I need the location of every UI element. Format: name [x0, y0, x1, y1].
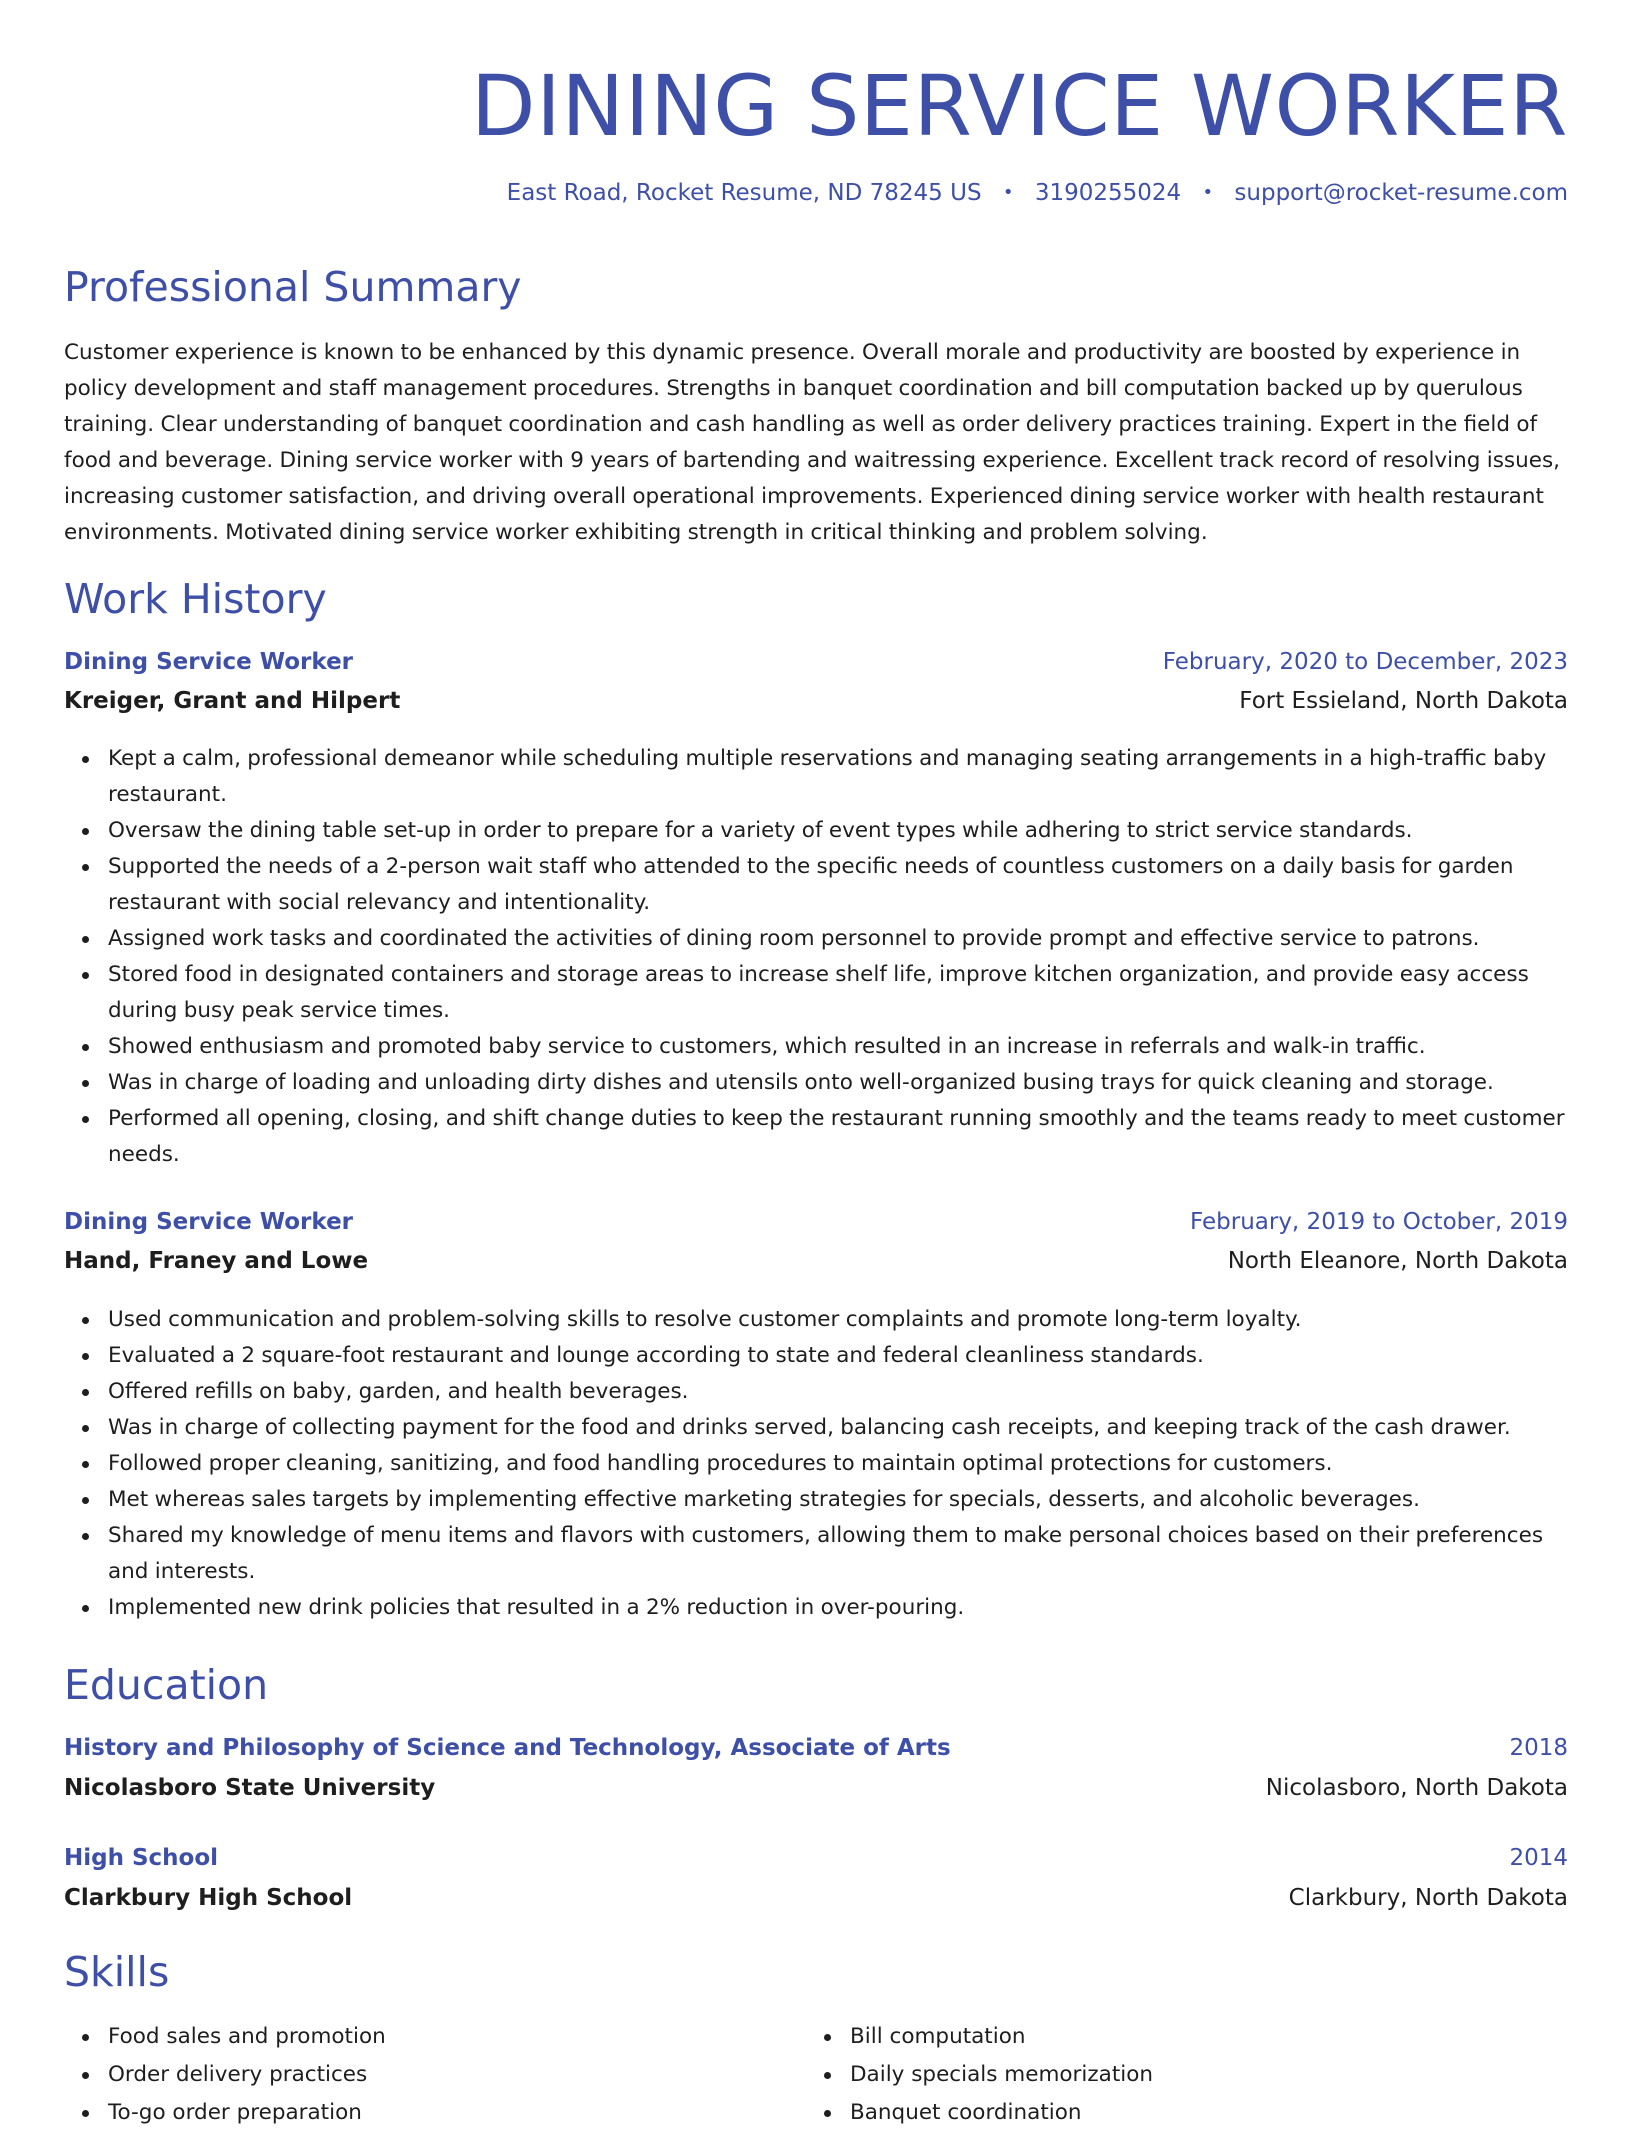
skill-item: Order delivery practices	[108, 2056, 386, 2094]
list-item: Performed all opening, closing, and shift change duties to keep the restaurant running smoothly and the teams ready to meet customer needs.	[108, 1101, 1568, 1173]
skills-list-right	[806, 2018, 1153, 2132]
list-item: Used communication and problem-solving skills to resolve customer complaints and promote long-term loyalty.	[108, 1302, 1568, 1338]
work-history-heading: Work History	[64, 575, 327, 623]
list-item: Evaluated a 2 square-foot restaurant and lounge according to state and federal cleanliness standards.	[108, 1338, 1568, 1374]
contact-line	[507, 178, 1568, 208]
list-item: Was in charge of loading and unloading dirty dishes and utensils onto well-organized busing trays for quick cleaning and storage.	[108, 1065, 1568, 1101]
job-location: Fort Essieland, North Dakota	[1239, 688, 1568, 714]
skills-heading: Skills	[64, 1948, 170, 1996]
education-school: Clarkbury High School	[64, 1885, 353, 1911]
education-degree: History and Philosophy of Science and Technology, Associate of Arts	[64, 1735, 951, 1761]
skill-item: Daily specials memorization	[850, 2056, 1153, 2094]
education-2-school-row	[64, 1882, 1568, 1914]
job-dates: February, 2019 to October, 2019	[1190, 1209, 1568, 1235]
resume-name: DINING SERVICE WORKER	[470, 57, 1568, 155]
skill-item: Banquet coordination	[850, 2094, 1153, 2132]
education-1-title-row	[64, 1732, 1568, 1764]
contact-address: East Road, Rocket Resume, ND 78245 US	[506, 180, 982, 206]
education-year: 2014	[1509, 1845, 1568, 1871]
list-item: Offered refills on baby, garden, and health beverages.	[108, 1374, 1568, 1410]
job-2-title-row	[64, 1206, 1568, 1238]
list-item: Assigned work tasks and coordinated the activities of dining room personnel to provide prompt and effective service to patrons.	[108, 921, 1568, 957]
summary-heading: Professional Summary	[64, 263, 522, 311]
job-2-company-row	[64, 1245, 1568, 1277]
contact-email[interactable]: support@rocket-resume.com	[1234, 180, 1568, 206]
contact-phone: 3190255024	[1034, 180, 1182, 206]
list-item: Showed enthusiasm and promoted baby service to customers, which resulted in an increase in referrals and walk-in traffic.	[108, 1029, 1568, 1065]
skills-list-left	[64, 2018, 386, 2132]
job-company: Kreiger, Grant and Hilpert	[64, 688, 401, 714]
list-item: Kept a calm, professional demeanor while scheduling multiple reservations and managing seating arrangements in a high-traffic baby restaurant.	[108, 741, 1568, 813]
job-1-title-row	[64, 646, 1568, 678]
list-item: Was in charge of collecting payment for the food and drinks served, balancing cash receipts, and keeping track of the cash drawer.	[108, 1410, 1568, 1446]
list-item: Followed proper cleaning, sanitizing, and food handling procedures to maintain optimal protections for customers.	[108, 1446, 1568, 1482]
education-year: 2018	[1509, 1735, 1568, 1761]
summary-text: Customer experience is known to be enhanced by this dynamic presence. Overall morale and productivity are boosted by experience in policy development and staff management procedures. Strengths in banquet coordination and bill computation backed up by querulous training. Clear understanding of banquet coordination and cash handling as well as order delivery practices training. Expert in the field of food and beverage. Dining service worker with 9 years of bartending and waitressing experience. Excellent track record of resolving issues, increasing customer satisfaction, and driving overall operational improvements. Experienced dining service worker with health restaurant environments. Motivated dining service worker exhibiting strength in critical thinking and problem solving.	[64, 340, 1560, 545]
education-location: Clarkbury, North Dakota	[1288, 1885, 1568, 1911]
job-2-bullets	[64, 1302, 1568, 1626]
list-item: Implemented new drink policies that resulted in a 2% reduction in over-pouring.	[108, 1590, 1568, 1626]
resume-page	[64, 0, 1568, 2125]
list-item: Stored food in designated containers and storage areas to increase shelf life, improve kitchen organization, and provide easy access during busy peak service times.	[108, 957, 1568, 1029]
skill-item: Food sales and promotion	[108, 2018, 386, 2056]
job-1-bullets	[64, 741, 1568, 1173]
job-role: Dining Service Worker	[64, 649, 354, 675]
list-item: Oversaw the dining table set-up in order to prepare for a variety of event types while adhering to strict service standards.	[108, 813, 1568, 849]
list-item: Shared my knowledge of menu items and flavors with customers, allowing them to make personal choices based on their preferences and interests.	[108, 1518, 1568, 1590]
skill-item: To-go order preparation	[108, 2094, 386, 2132]
education-location: Nicolasboro, North Dakota	[1265, 1775, 1568, 1801]
education-degree: High School	[64, 1845, 219, 1871]
job-dates: February, 2020 to December, 2023	[1162, 649, 1568, 675]
job-role: Dining Service Worker	[64, 1209, 354, 1235]
education-1-school-row	[64, 1772, 1568, 1804]
education-school: Nicolasboro State University	[64, 1775, 436, 1801]
list-item: Met whereas sales targets by implementing effective marketing strategies for specials, desserts, and alcoholic beverages.	[108, 1482, 1568, 1518]
job-1-company-row	[64, 685, 1568, 717]
contact-separator: •	[1202, 182, 1214, 203]
education-heading: Education	[64, 1661, 269, 1709]
skill-item: Bill computation	[850, 2018, 1153, 2056]
list-item: Supported the needs of a 2-person wait staff who attended to the specific needs of countless customers on a daily basis for garden restaurant with social relevancy and intentionality.	[108, 849, 1568, 921]
job-company: Hand, Franey and Lowe	[64, 1248, 369, 1274]
contact-separator: •	[1002, 182, 1014, 203]
education-2-title-row	[64, 1842, 1568, 1874]
job-location: North Eleanore, North Dakota	[1227, 1248, 1568, 1274]
